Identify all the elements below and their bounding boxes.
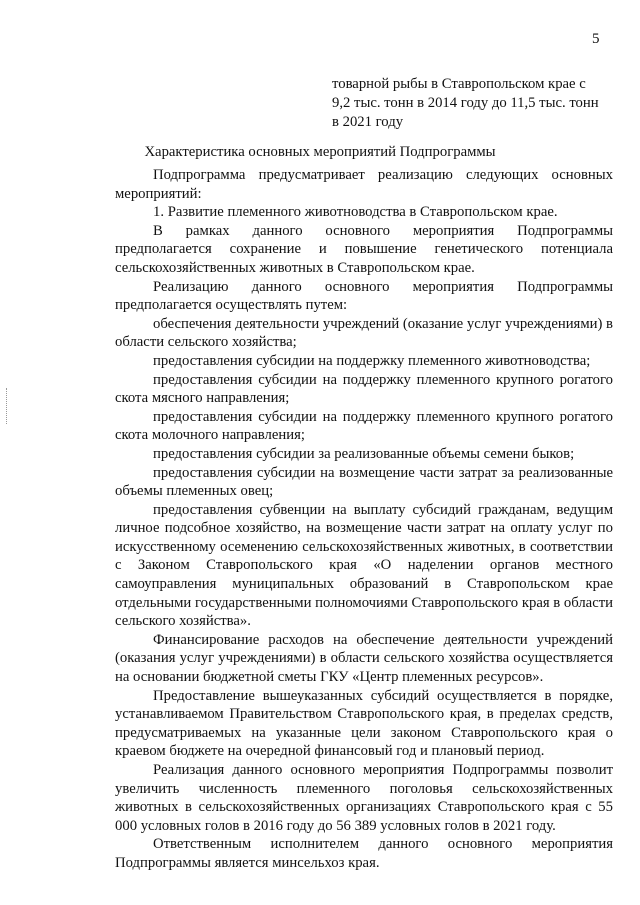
paragraph: предоставления субсидии на поддержку племенного крупного рогатого скота молочного направления; bbox=[115, 408, 613, 444]
paragraph: Ответственным исполнителем данного основного мероприятия Подпрограммы является минсельхоз края. bbox=[115, 836, 613, 871]
continued-text-line: товарной рыбы в Ставропольском крае с bbox=[332, 76, 586, 92]
paragraph: предоставления субвенции на выплату субсидий гражданам, ведущим личное подсобное хозяйство, на возмещение части затрат на оплату услуг по искусственному осеменению сельскохозяйственных животных, в соответствии с Законом Ставропольского края «О наделении органов местного самоуправления муниципальных образований в Ставропольском крае отдельными государственными полномочиями Ставропольского края в области сельского хозяйства». bbox=[115, 501, 613, 630]
paragraph: предоставления субсидии на поддержку племенного крупного рогатого скота мясного направления; bbox=[115, 371, 613, 407]
scan-edge-mark bbox=[6, 388, 9, 424]
body-text bbox=[115, 166, 613, 873]
paragraph: Финансирование расходов на обеспечение деятельности учреждений (оказания услуг учреждениями) в области сельского хозяйства осуществляется на основании бюджетной сметы ГКУ «Центр племенных ресурсов». bbox=[115, 631, 613, 686]
continued-text-line: в 2021 году bbox=[332, 114, 404, 130]
paragraph: предоставления субсидии на поддержку племенного животноводства; bbox=[153, 352, 591, 369]
paragraph: предоставления субсидии на возмещение части затрат за реализованные объемы племенных овец; bbox=[115, 464, 613, 500]
page-number: 5 bbox=[592, 31, 600, 47]
paragraph: 1. Развитие племенного животноводства в Ставропольском крае. bbox=[153, 204, 558, 221]
section-heading: Характеристика основных мероприятий Подпрограммы bbox=[144, 144, 496, 160]
continued-text-line: 9,2 тыс. тонн в 2014 году до 11,5 тыс. тонн bbox=[332, 95, 599, 111]
paragraph: Подпрограмма предусматривает реализацию следующих основных мероприятий: bbox=[115, 167, 613, 202]
paragraph: Реализацию данного основного мероприятия Подпрограммы предполагается осуществлять путем: bbox=[115, 278, 613, 314]
paragraph: Предоставление вышеуказанных субсидий осуществляется в порядке, устанавливаемом Правительством Ставропольского края, в пределах средств, предусматриваемых на указанные цели законом Ставропольского края о краевом бюджете на очередной финансовый год и плановый период. bbox=[115, 687, 613, 760]
paragraph: обеспечения деятельности учреждений (оказание услуг учреждениями) в области сельского хозяйства; bbox=[115, 315, 613, 351]
paragraph: предоставления субсидии за реализованные объемы семени быков; bbox=[153, 445, 575, 462]
paragraph: В рамках данного основного мероприятия Подпрограммы предполагается сохранение и повышение генетического потенциала сельскохозяйственных животных в Ставропольском крае. bbox=[115, 222, 613, 276]
continued-text-block bbox=[332, 75, 612, 132]
paragraph: Реализация данного основного мероприятия Подпрограммы позволит увеличить численность племенного поголовья сельскохозяйственных животных в сельскохозяйственных организациях Ставропольского края с 55 000 условных голов в 2016 году до 56 389 условных голов в 2021 году. bbox=[115, 762, 613, 834]
